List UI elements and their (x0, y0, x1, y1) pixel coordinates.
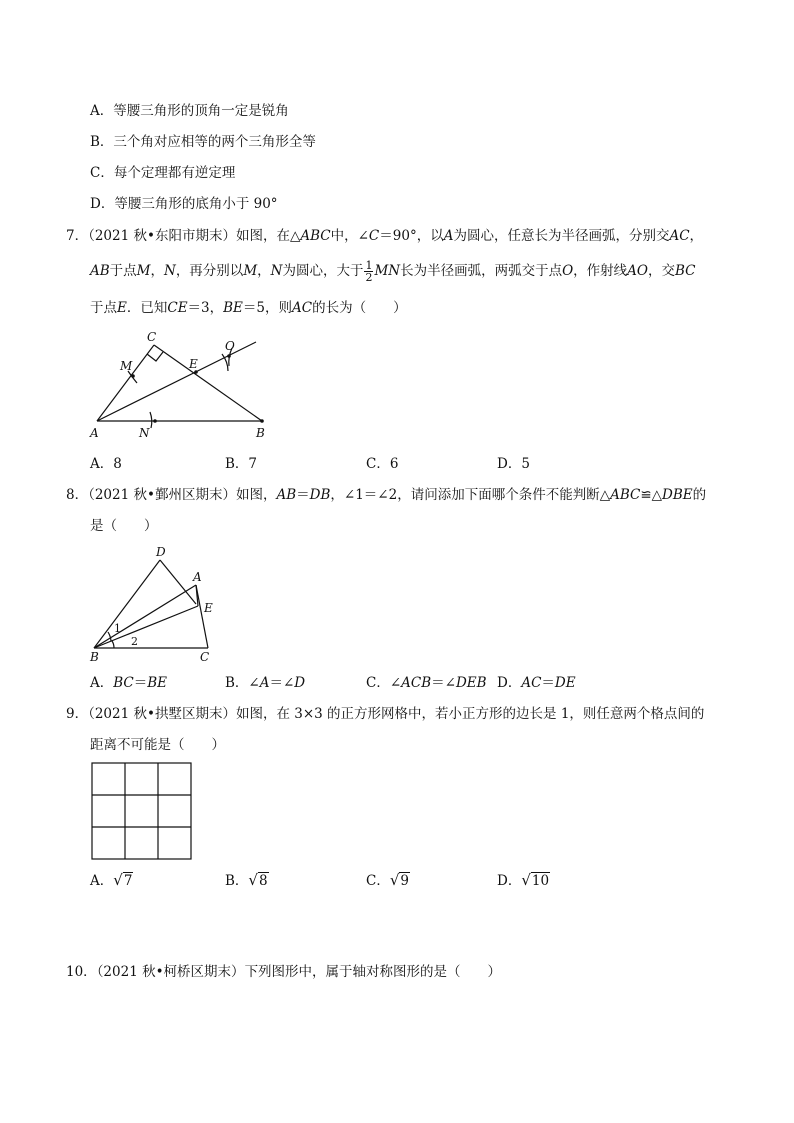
fig7-label-m: M (120, 359, 133, 373)
q7-option-b: B．7 (225, 456, 258, 472)
q9-option-b: B．√8 (225, 871, 268, 889)
q7-option-c: C．6 (366, 456, 399, 472)
q7-line-1: 7．（2021 秋•东阳市期末）如图，在△ABC中，∠C＝90°，以A为圆心，任意长为半径画弧，分别交AC， (66, 228, 704, 244)
q8-line-1: 8．（2021 秋•鄞州区期末）如图，AB＝DB，∠1＝∠2，请问添加下面哪个条件不能判断△ABC≌△DBE的 (66, 487, 707, 503)
q8-option-c: C．∠ACB＝∠DEB (366, 675, 487, 691)
fig7-label-a: A (90, 426, 99, 440)
q8-option-a: A．BC＝BE (90, 675, 168, 691)
q6-option-d: D．等腰三角形的底角小于 90° (90, 196, 278, 212)
fig7-label-e: E (189, 357, 198, 371)
fig8-angle-2: 2 (131, 635, 138, 648)
fig7-label-n: N (139, 426, 150, 440)
q6-option-a: A．等腰三角形的顶角一定是锐角 (90, 103, 289, 119)
q9-option-a: A．√7 (90, 871, 133, 889)
q9-line-1: 9．（2021 秋•拱墅区期末）如图，在 3×3 的正方形网格中，若小正方形的边长是 1，则任意两个格点间的 (66, 706, 705, 722)
q8-line-2: 是（ ） (90, 518, 158, 534)
q7-line-2: AB于点M，N，再分别以M，N为圆心，大于 $\frac{1}{2}$ MN长为半径画弧，两弧交于点O，作射线AO，交BC (90, 259, 696, 284)
fig7-label-c: C (147, 330, 157, 344)
q9-option-d: D．√10 (497, 871, 550, 889)
q7-option-d: D．5 (497, 456, 530, 472)
fig7-label-o: O (225, 339, 235, 353)
q6-option-b: B．三个角对应相等的两个三角形全等 (90, 134, 316, 150)
fig8-label-e: E (204, 601, 213, 615)
q6-option-c: C．每个定理都有逆定理 (90, 165, 236, 181)
q10-line-1: 10．（2021 秋•柯桥区期末）下列图形中，属于轴对称图形的是（ ） (66, 964, 502, 980)
q7-line-3: 于点E．已知CE＝3，BE＝5，则AC的长为（ ） (90, 300, 407, 316)
q8-option-d: D．AC＝DE (497, 675, 576, 691)
q9-option-c: C．√9 (366, 871, 409, 889)
fig8-label-b: B (90, 650, 99, 664)
fig8-label-c: C (200, 650, 210, 664)
fig7-label-b: B (256, 426, 265, 440)
q8-option-b: B．∠A＝∠D (225, 675, 306, 691)
fraction-one-half: $\frac{1}{2}$ (365, 259, 373, 284)
q7-option-a: A．8 (90, 456, 122, 472)
fig8-label-a: A (193, 570, 202, 584)
q9-line-2: 距离不可能是（ ） (90, 737, 225, 753)
fig8-angle-1: 1 (114, 622, 121, 635)
fig8-label-d: D (156, 545, 166, 559)
